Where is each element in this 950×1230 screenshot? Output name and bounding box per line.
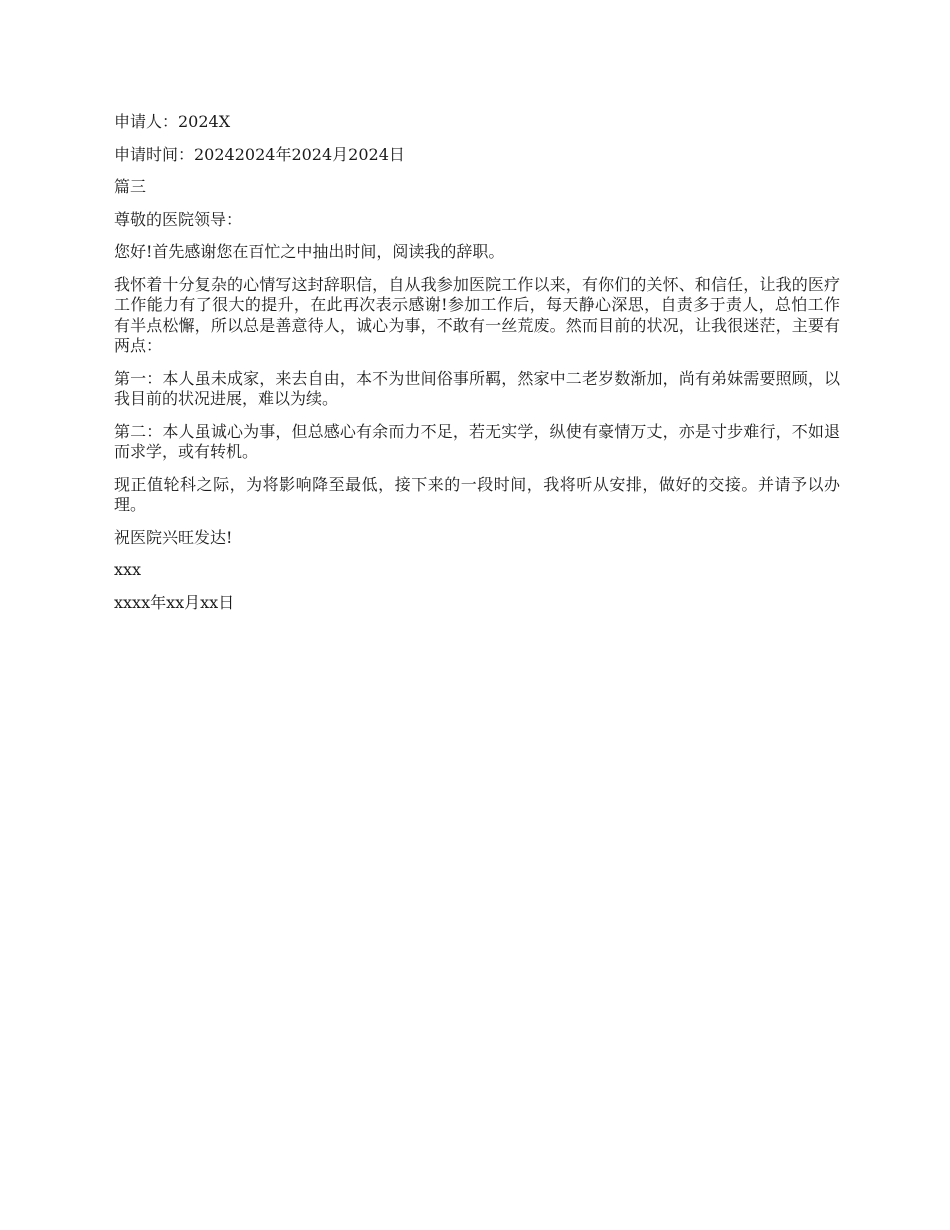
greeting-paragraph: 您好!首先感谢您在百忙之中抽出时间，阅读我的辞职。 xyxy=(114,242,505,261)
closing-paragraph: 现正值轮科之际，为将影响降至最低，接下来的一段时间，我将听从安排，做好的交接。并请予以办理。 xyxy=(114,474,840,514)
body-paragraph: 我怀着十分复杂的心情写这封辞职信，自从我参加医院工作以来，有你们的关怀、和信任，让我的医疗工作能力有了很大的提升，在此再次表示感谢!参加工作后，每天静心深思，自责多于责人，总怕工作有半点松懈，所以总是善意待人，诚心为事，不敢有一丝荒废。然而目前的状况，让我很迷茫，主要有两点： xyxy=(114,274,840,355)
wishes-line: 祝医院兴旺发达! xyxy=(114,527,233,547)
section-heading: 篇三 xyxy=(114,177,147,196)
signature-date: xxxx年xx月xx日 xyxy=(114,592,235,612)
salutation: 尊敬的医院领导： xyxy=(114,209,243,229)
apply-time-line: 申请时间：20242024年2024月2024日 xyxy=(114,144,405,164)
signature: xxx xyxy=(114,560,142,579)
reason-point-2: 第二：本人虽诚心为事，但总感心有余而力不足，若无实学，纵使有豪情万丈，亦是寸步难行，不如退而求学，或有转机。 xyxy=(114,421,840,461)
document-page xyxy=(114,112,840,625)
reason-point-1: 第一：本人虽未成家，来去自由，本不为世间俗事所羁，然家中二老岁数渐加，尚有弟妹需要照顾，以我目前的状况进展，难以为续。 xyxy=(114,368,840,408)
applicant-line: 申请人：2024X xyxy=(114,112,231,131)
